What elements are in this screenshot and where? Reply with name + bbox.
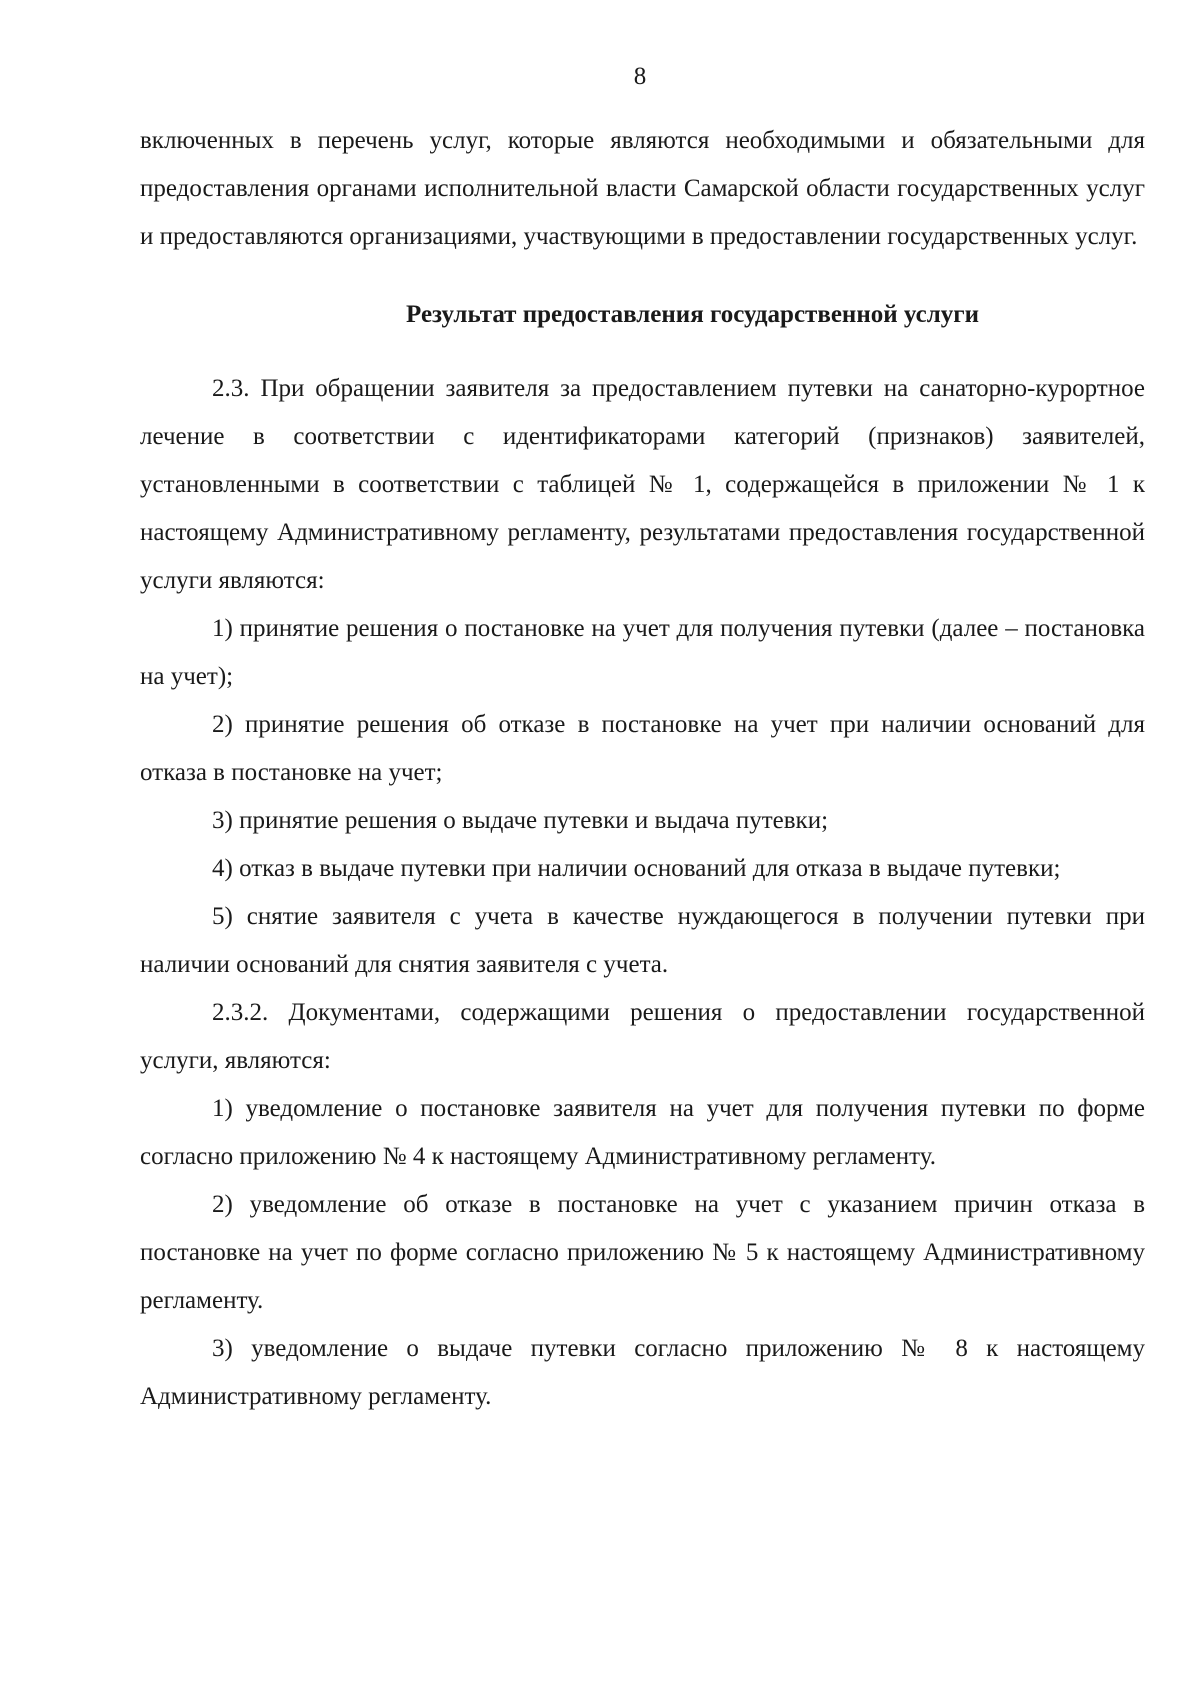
document-item-1: 1) уведомление о постановке заявителя на учет для получения путевки по форме согласно приложению № 4 к настоящему Административному регламенту.: [140, 1095, 1145, 1170]
list-item-3: 3) принятие решения о выдаче путевки и выдача путевки;: [212, 807, 829, 834]
page-number: 8: [633, 63, 647, 90]
document-body: [140, 117, 1145, 1421]
paragraph-2-3: 2.3. При обращении заявителя за предоставлением путевки на санаторно-курортное лечение в соответствии с идентификаторами категорий (признаков) заявителей, установленными в соответствии с таблицей № 1, содержащейся в приложении № 1 к настоящему Административному регламенту, результатами предоставления государственной услуги являются:: [140, 375, 1145, 594]
document-item-2: 2) уведомление об отказе в постановке на учет с указанием причин отказа в постановке на учет по форме согласно приложению № 5 к настоящему Административному регламенту.: [140, 1191, 1145, 1314]
paragraph-2-3-2: 2.3.2. Документами, содержащими решения о предоставлении государственной услуги, являются:: [140, 999, 1145, 1074]
document-item-3: 3) уведомление о выдаче путевки согласно приложению № 8 к настоящему Административному регламенту.: [140, 1335, 1145, 1410]
list-item-2: 2) принятие решения об отказе в постановке на учет при наличии оснований для отказа в постановке на учет;: [140, 711, 1145, 786]
list-item-1: 1) принятие решения о постановке на учет для получения путевки (далее – постановка на учет);: [140, 615, 1145, 690]
paragraph-continuation: включенных в перечень услуг, которые являются необходимыми и обязательными для предоставления органами исполнительной власти Самарской области государственных услуг и предоставляются организациями, участвующими в предоставлении государственных услуг.: [140, 127, 1145, 250]
list-item-4: 4) отказ в выдаче путевки при наличии оснований для отказа в выдаче путевки;: [212, 855, 1061, 882]
list-item-5: 5) снятие заявителя с учета в качестве нуждающегося в получении путевки при наличии оснований для снятия заявителя с учета.: [140, 903, 1145, 978]
section-heading: Результат предоставления государственной услуги: [406, 301, 979, 328]
